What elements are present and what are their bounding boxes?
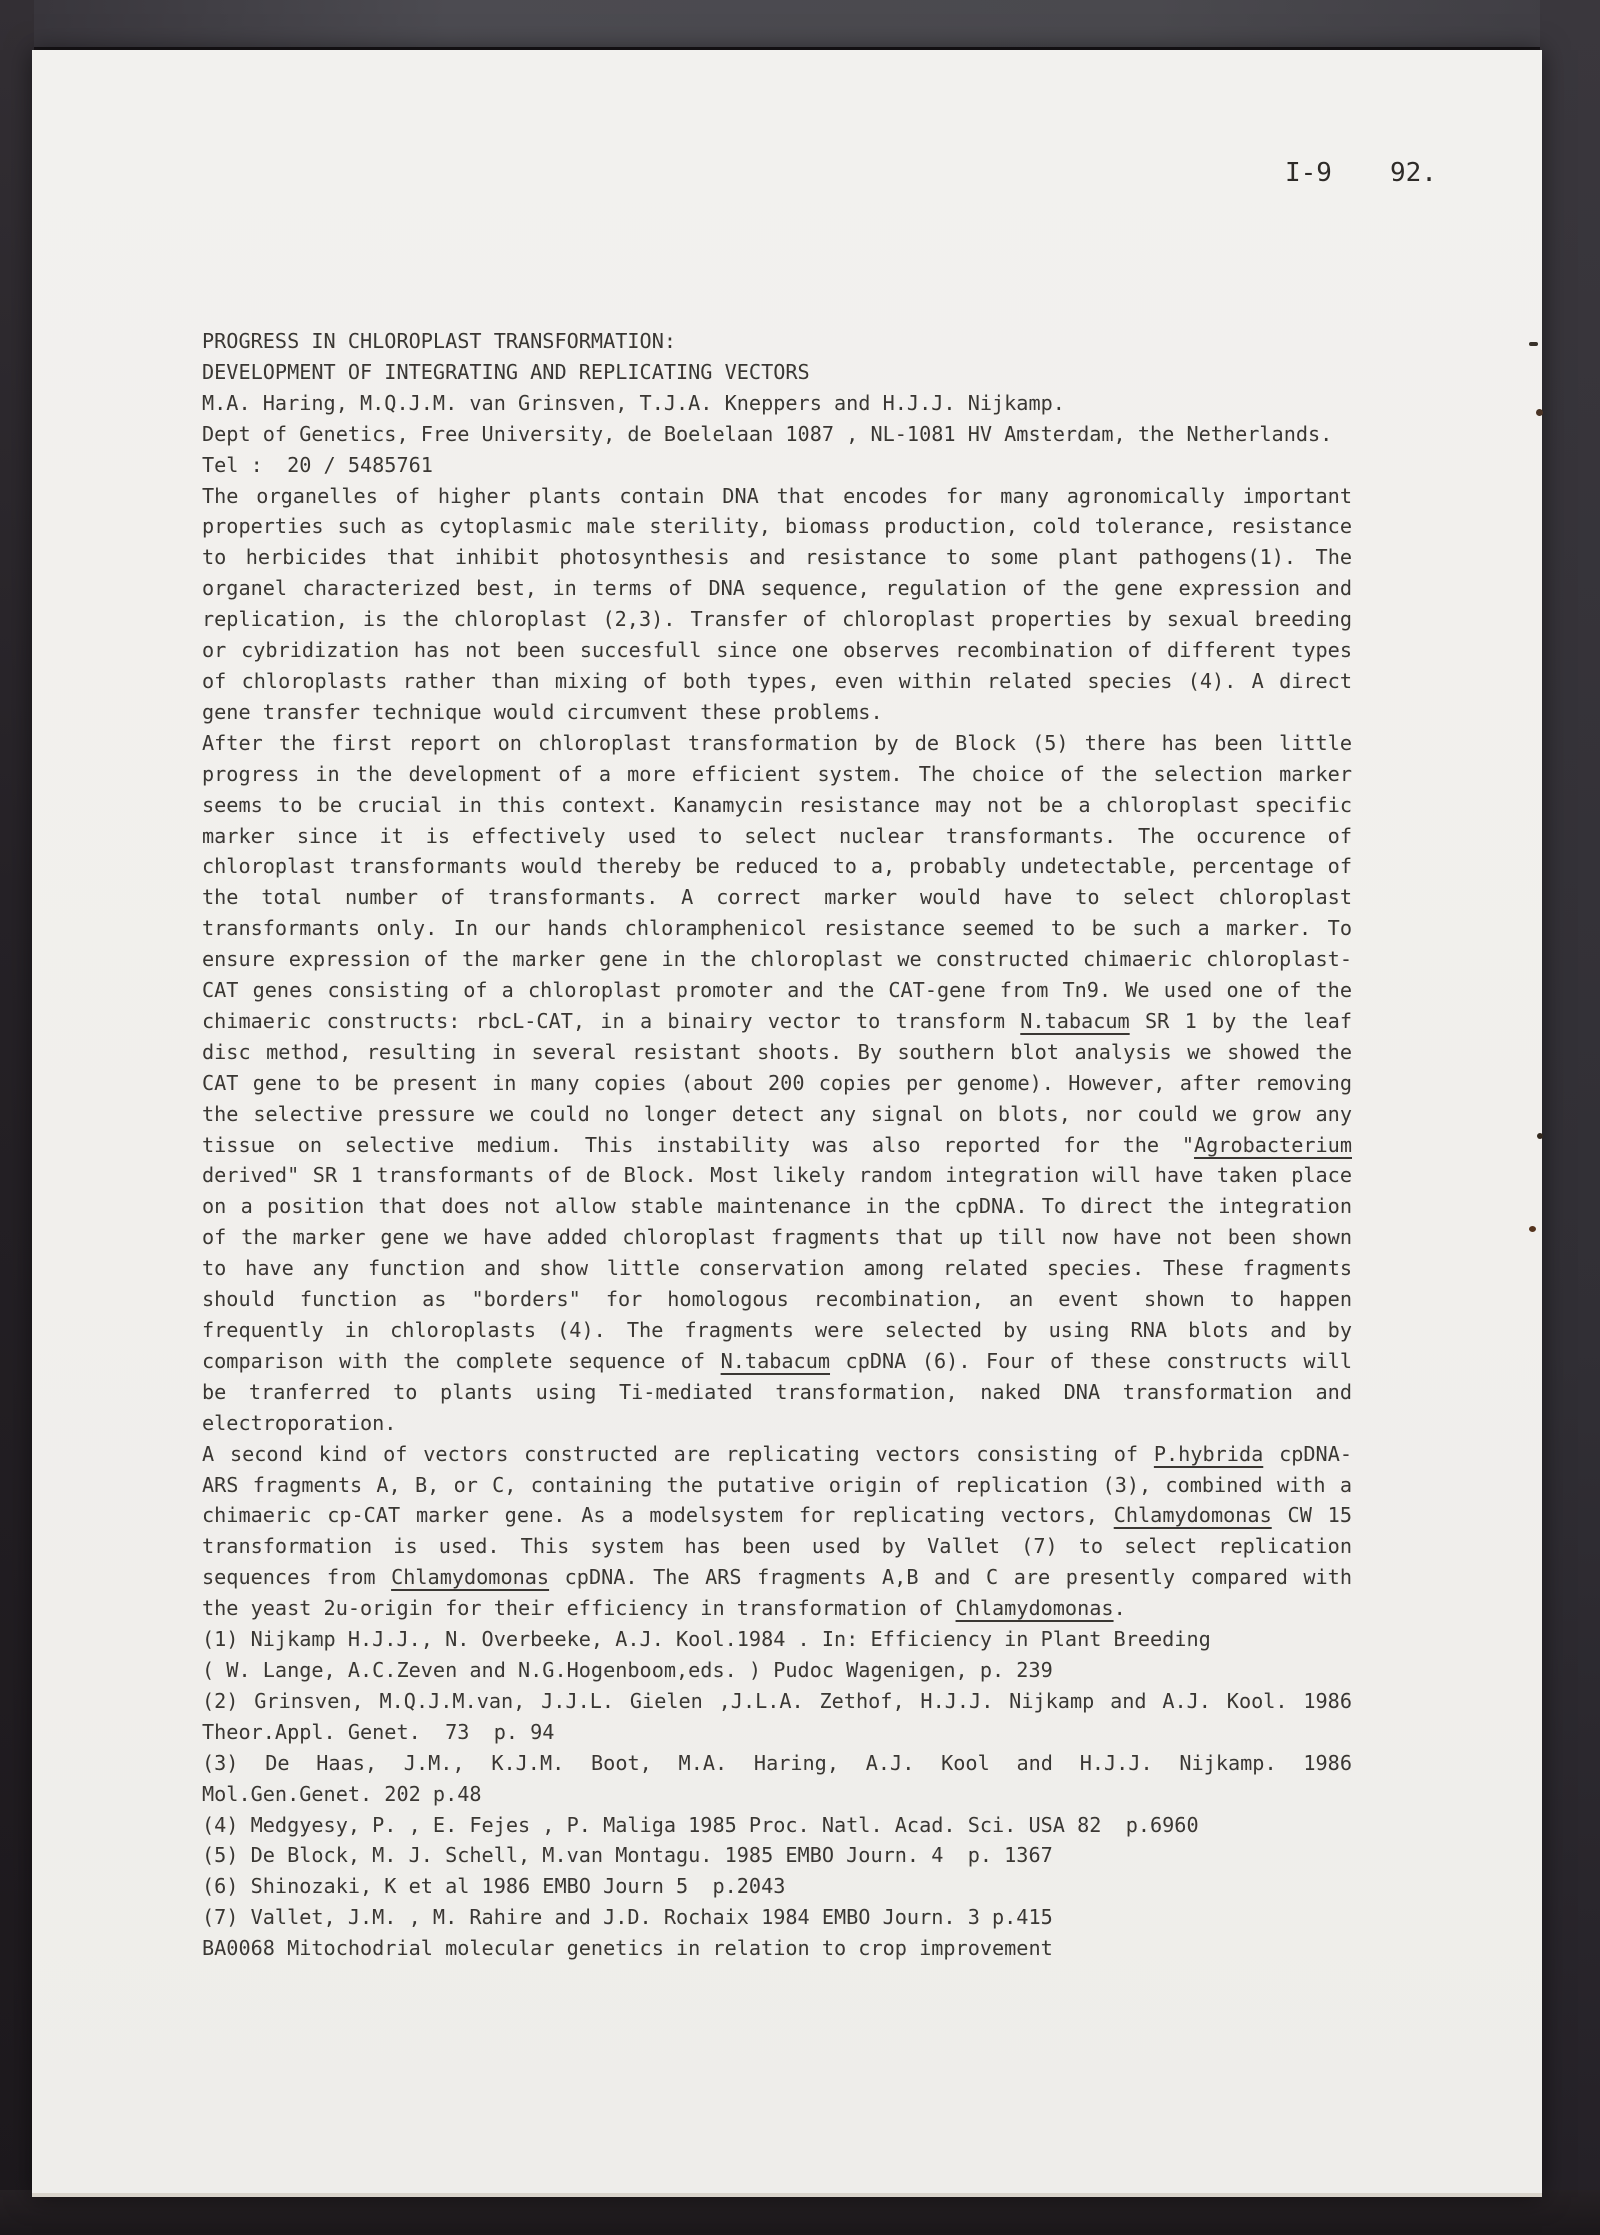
text-line: A second kind of vectors constructed are replicating vectors consisting of P.hybrida cpDNA- bbox=[202, 1441, 1353, 1466]
underlined-term: N.tabacum bbox=[720, 1348, 831, 1373]
scanner-left-shade bbox=[0, 0, 34, 2235]
text-line: CAT gene to be present in many copies (about 200 copies per genome). However, after removing bbox=[202, 1070, 1352, 1095]
text-line: replication, is the chloroplast (2,3). Transfer of chloroplast properties by sexual breeding bbox=[202, 607, 1352, 632]
session-code: I-9 bbox=[1285, 158, 1332, 188]
text-line: ARS fragments A, B, or C, containing the putative origin of replication (3), combined with a bbox=[202, 1472, 1352, 1497]
page-header bbox=[1285, 158, 1505, 198]
text-line: gene transfer technique would circumvent these problems. bbox=[202, 699, 883, 724]
text-block bbox=[202, 326, 1352, 1964]
text-line: frequently in chloroplasts (4). The fragments were selected by using RNA blots and by bbox=[202, 1318, 1352, 1342]
text-line: ensure expression of the marker gene in the chloroplast we constructed chimaeric chloroplast- bbox=[202, 947, 1352, 972]
text-line: chimaeric cp-CAT marker gene. As a modelsystem for replicating vectors, Chlamydomonas CW 15 bbox=[202, 1503, 1352, 1528]
text-line: transformation is used. This system has been used by Vallet (7) to select replication bbox=[202, 1534, 1352, 1559]
text-line: chimaeric constructs: rbcL-CAT, in a binairy vector to transform N.tabacum SR 1 by the leaf bbox=[202, 1008, 1352, 1033]
page-number: 92. bbox=[1390, 158, 1437, 188]
text-line: the yeast 2u-origin for their efficiency in transformation of Chlamydomonas. bbox=[202, 1596, 1126, 1621]
text-line: disc method, resulting in several resistant shoots. By southern blot analysis we showed the bbox=[202, 1039, 1352, 1064]
text-line: (4) Medgyesy, P. , E. Fejes , P. Maliga 1985 Proc. Natl. Acad. Sci. USA 82 p.6960 bbox=[202, 1812, 1199, 1837]
underlined-term: Chlamydomonas bbox=[391, 1565, 550, 1590]
text-line: organel characterized best, in terms of DNA sequence, regulation of the gene expression and bbox=[202, 576, 1352, 601]
text-line: on a position that does not allow stable maintenance in the cpDNA. To direct the integration bbox=[202, 1194, 1352, 1219]
text-line: ( W. Lange, A.C.Zeven and N.G.Hogenboom,eds. ) Pudoc Wagenigen, p. 239 bbox=[202, 1657, 1053, 1682]
text-line: tissue on selective medium. This instability was also reported for the "Agrobacterium bbox=[202, 1132, 1352, 1157]
text-line: After the first report on chloroplast transformation by de Block (5) there has been little bbox=[202, 730, 1352, 755]
text-line: Theor.Appl. Genet. 73 p. 94 bbox=[202, 1719, 555, 1744]
text-line: The organelles of higher plants contain DNA that encodes for many agronomically important bbox=[202, 483, 1352, 508]
text-line: DEVELOPMENT OF INTEGRATING AND REPLICATING VECTORS bbox=[202, 359, 810, 384]
text-line: transformants only. In our hands chloramphenicol resistance seemed to be such a marker. To bbox=[202, 916, 1352, 941]
scanner-right-shade bbox=[1540, 0, 1600, 2235]
dirt-speck bbox=[1537, 1133, 1543, 1139]
text-line: comparison with the complete sequence of N.tabacum cpDNA (6). Four of these constructs will bbox=[202, 1348, 1353, 1373]
text-line: (7) Vallet, J.M. , M. Rahire and J.D. Rochaix 1984 EMBO Journ. 3 p.415 bbox=[202, 1905, 1053, 1930]
text-line: derived" SR 1 transformants of de Block. Most likely random integration will have taken place bbox=[202, 1163, 1352, 1188]
text-line: the total number of transformants. A correct marker would have to select chloroplast bbox=[202, 885, 1352, 910]
text-line: of chloroplasts rather than mixing of both types, even within related species (4). A direct bbox=[202, 668, 1352, 693]
underlined-term: N.tabacum bbox=[1020, 1008, 1130, 1033]
text-line: (6) Shinozaki, K et al 1986 EMBO Journ 5 p.2043 bbox=[202, 1874, 786, 1899]
text-line: (1) Nijkamp H.J.J., N. Overbeeke, A.J. Kool.1984 . In: Efficiency in Plant Breeding bbox=[202, 1627, 1211, 1652]
text-line: properties such as cytoplasmic male sterility, biomass production, cold tolerance, resistance bbox=[202, 514, 1352, 539]
underlined-term: P.hybrida bbox=[1153, 1441, 1264, 1466]
text-line: (3) De Haas, J.M., K.J.M. Boot, M.A. Haring, A.J. Kool and H.J.J. Nijkamp. 1986 bbox=[202, 1750, 1352, 1775]
underlined-term: Agrobacterium bbox=[1193, 1132, 1352, 1157]
dirt-speck bbox=[1529, 1226, 1536, 1232]
text-line: progress in the development of a more efficient system. The choice of the selection marker bbox=[202, 761, 1352, 786]
text-line: or cybridization has not been succesfull since one observes recombination of different types bbox=[202, 638, 1352, 663]
text-line: BA0068 Mitochodrial molecular genetics in relation to crop improvement bbox=[202, 1936, 1053, 1961]
text-line: PROGRESS IN CHLOROPLAST TRANSFORMATION: bbox=[202, 329, 677, 353]
text-line: sequences from Chlamydomonas cpDNA. The ARS fragments A,B and C are presently compared with bbox=[202, 1565, 1352, 1590]
dirt-speck bbox=[1536, 409, 1543, 416]
text-line: should function as "borders" for homologous recombination, an event shown to happen bbox=[202, 1287, 1352, 1312]
text-line: Mol.Gen.Genet. 202 p.48 bbox=[202, 1781, 482, 1806]
text-line: M.A. Haring, M.Q.J.M. van Grinsven, T.J.A. Kneppers and H.J.J. Nijkamp. bbox=[202, 390, 1065, 415]
underlined-term: Chlamydomonas bbox=[955, 1596, 1114, 1621]
text-line: to herbicides that inhibit photosynthesis and resistance to some plant pathogens(1). The bbox=[202, 545, 1352, 570]
scanner-top-band bbox=[0, 0, 1600, 47]
dirt-speck bbox=[1529, 342, 1538, 346]
text-line: seems to be crucial in this context. Kanamycin resistance may not be a chloroplast specific bbox=[202, 792, 1352, 817]
text-line: be tranferred to plants using Ti-mediated transformation, naked DNA transformation and bbox=[202, 1379, 1352, 1404]
text-line: the selective pressure we could no longer detect any signal on blots, nor could we grow any bbox=[202, 1101, 1352, 1126]
text-line: CAT genes consisting of a chloroplast promoter and the CAT-gene from Tn9. We used one of the bbox=[202, 978, 1352, 1003]
text-line: (5) De Block, M. J. Schell, M.van Montagu. 1985 EMBO Journ. 4 p. 1367 bbox=[202, 1843, 1053, 1868]
text-line: to have any function and show little conservation among related species. These fragments bbox=[202, 1256, 1352, 1281]
text-line: Tel : 20 / 5485761 bbox=[202, 452, 433, 477]
text-line: of the marker gene we have added chloroplast fragments that up till now have not been shown bbox=[202, 1225, 1352, 1250]
text-line: marker since it is effectively used to select nuclear transformants. The occurence of bbox=[202, 823, 1352, 848]
text-line: (2) Grinsven, M.Q.J.M.van, J.J.L. Gielen ,J.L.A. Zethof, H.J.J. Nijkamp and A.J. Kool. 1986 bbox=[202, 1688, 1352, 1713]
underlined-term: Chlamydomonas bbox=[1113, 1503, 1272, 1528]
text-line: Dept of Genetics, Free University, de Boelelaan 1087 , NL-1081 HV Amsterdam, the Netherlands. bbox=[202, 421, 1333, 446]
text-line: chloroplast transformants would thereby be reduced to a, probably undetectable, percentage of bbox=[202, 854, 1352, 879]
paper-sheet bbox=[32, 50, 1542, 2197]
text-line: electroporation. bbox=[202, 1410, 397, 1435]
